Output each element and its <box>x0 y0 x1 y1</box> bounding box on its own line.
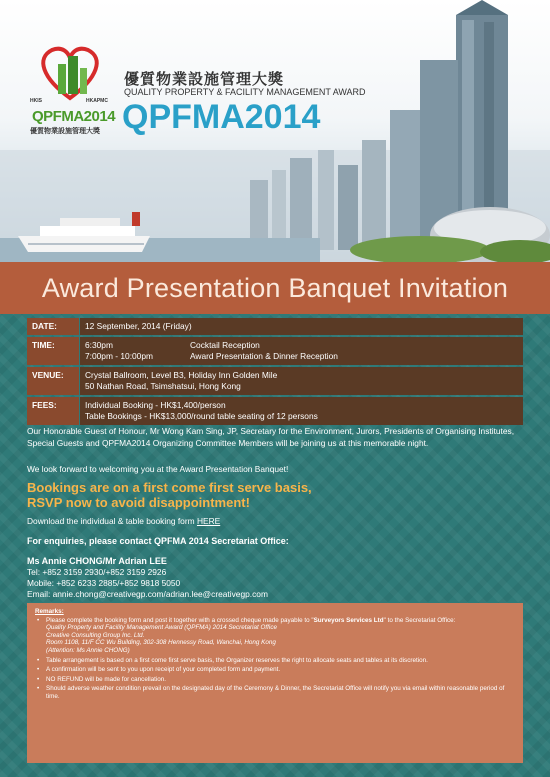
page-title: Award Presentation Banquet Invitation <box>41 272 509 303</box>
highlight-line-1: Bookings are on a first come first serve basis, <box>27 480 312 495</box>
event-details-table <box>27 316 523 427</box>
time-values <box>79 337 523 365</box>
remarks-heading: Remarks: <box>35 608 64 615</box>
contact-tel: Tel: +852 3159 2930/+852 3159 2926 <box>27 567 167 577</box>
logo-title: QPFMA2014 <box>32 108 116 125</box>
fees-label: FEES: <box>27 397 79 425</box>
time-label: TIME: <box>27 337 79 365</box>
remark-item <box>35 617 515 655</box>
venue-line-2: 50 Nathan Road, Tsimshatsui, Hong Kong <box>85 381 241 391</box>
invitation-body <box>0 314 550 777</box>
venue-values <box>79 367 523 395</box>
venue-row <box>27 367 523 395</box>
secretariat-address-1: Quality Property and Facility Management Award (QPFMA) 2014 Secretariat Office <box>46 624 277 632</box>
download-line <box>27 516 527 528</box>
logo-hkis-tag: HKIS <box>30 98 42 104</box>
fees-row <box>27 397 523 425</box>
date-label: DATE: <box>27 318 79 335</box>
contact-name: Ms Annie CHONG/Mr Adrian LEE <box>27 556 167 566</box>
award-name-chinese: 優質物業設施管理大獎 <box>124 71 285 88</box>
logo-chinese-text: 優質物業設施管理大獎 <box>30 128 100 135</box>
venue-label: VENUE: <box>27 367 79 395</box>
fees-line-1: Individual Booking - HK$1,400/person <box>85 400 226 410</box>
date-row <box>27 318 523 335</box>
remark-item: • Should adverse weather condition prevail on the designated day of the Ceremony & Dinner, the Secretariat Office will notify you via email within reasonable period of time. <box>35 685 515 700</box>
fees-line-2: Table Bookings - HK$13,000/round table seating of 12 persons <box>85 411 318 421</box>
remark-item: • Table arrangement is based on a first come first serve basis, the Organizer reserves the right to allocate seats and tables at its discretion. <box>35 657 515 665</box>
remark-item: • NO REFUND will be made for cancellation. <box>35 676 515 684</box>
secretariat-address-4: (Attention: Ms Annie CHONG) <box>46 646 130 654</box>
time-1-desc: Cocktail Reception <box>190 340 260 350</box>
date-value: 12 September, 2014 (Friday) <box>79 318 523 335</box>
remark-1-prefix: Please complete the booking form and post it together with a crossed cheque made payable to " <box>46 616 314 624</box>
secretariat-address-2: Creative Consulting Group Inc. Ltd. <box>46 631 145 639</box>
remarks-box <box>27 603 523 763</box>
guests-paragraph: Our Honorable Guest of Honour, Mr Wong Kam Sing, JP, Secretary for the Environment, Jurors, Presidents of Organising Institutes, Special Guests and QPFMA2014 Organizing Committee Members will be joining us at this memorable night. <box>27 426 515 448</box>
remark-1-suffix: " to the Secretariat Office: <box>383 616 456 624</box>
remark-1-payee: Surveyors Services Ltd <box>313 616 384 624</box>
fees-values <box>79 397 523 425</box>
logo-hkapmc-tag: HKAPMC <box>86 98 108 104</box>
remarks-list <box>35 617 515 701</box>
time-2-desc: Award Presentation & Dinner Reception <box>190 351 338 361</box>
qpfma-logo <box>22 38 118 142</box>
venue-line-1: Crystal Ballroom, Level B3, Holiday Inn Golden Mile <box>85 370 278 380</box>
contact-mobile: Mobile: +852 6233 2885/+852 9818 5050 <box>27 578 181 588</box>
enquiries-heading: For enquiries, please contact QPFMA 2014 Secretariat Office: <box>27 536 289 546</box>
remark-item: • A confirmation will be sent to you upon receipt of your completed form and payment. <box>35 666 515 674</box>
time-1: 6:30pm <box>85 340 113 350</box>
award-name-english: QUALITY PROPERTY & FACILITY MANAGEMENT AWARD <box>124 87 366 97</box>
contact-email[interactable]: Email: annie.chong@creativegp.com/adrian.lee@creativegp.com <box>27 589 268 599</box>
highlight-line-2: RSVP now to avoid disappointment! <box>27 495 250 510</box>
time-line-2 <box>85 351 518 362</box>
time-line-1 <box>85 340 518 351</box>
award-code-heading: QPFMA2014 <box>122 98 321 136</box>
hero-banner <box>0 0 550 262</box>
title-bar <box>0 262 550 314</box>
time-2: 7:00pm - 10:00pm <box>85 351 153 361</box>
welcome-paragraph: We look forward to welcoming you at the Award Presentation Banquet! <box>27 464 289 474</box>
secretariat-address-3: Room 1108, 11/F CC Wu Building, 302-308 Hennessy Road, Wanchai, Hong Kong <box>46 639 276 647</box>
download-text: Download the individual & table booking form <box>27 516 197 526</box>
download-here-link[interactable]: HERE <box>196 516 221 526</box>
time-row <box>27 337 523 365</box>
